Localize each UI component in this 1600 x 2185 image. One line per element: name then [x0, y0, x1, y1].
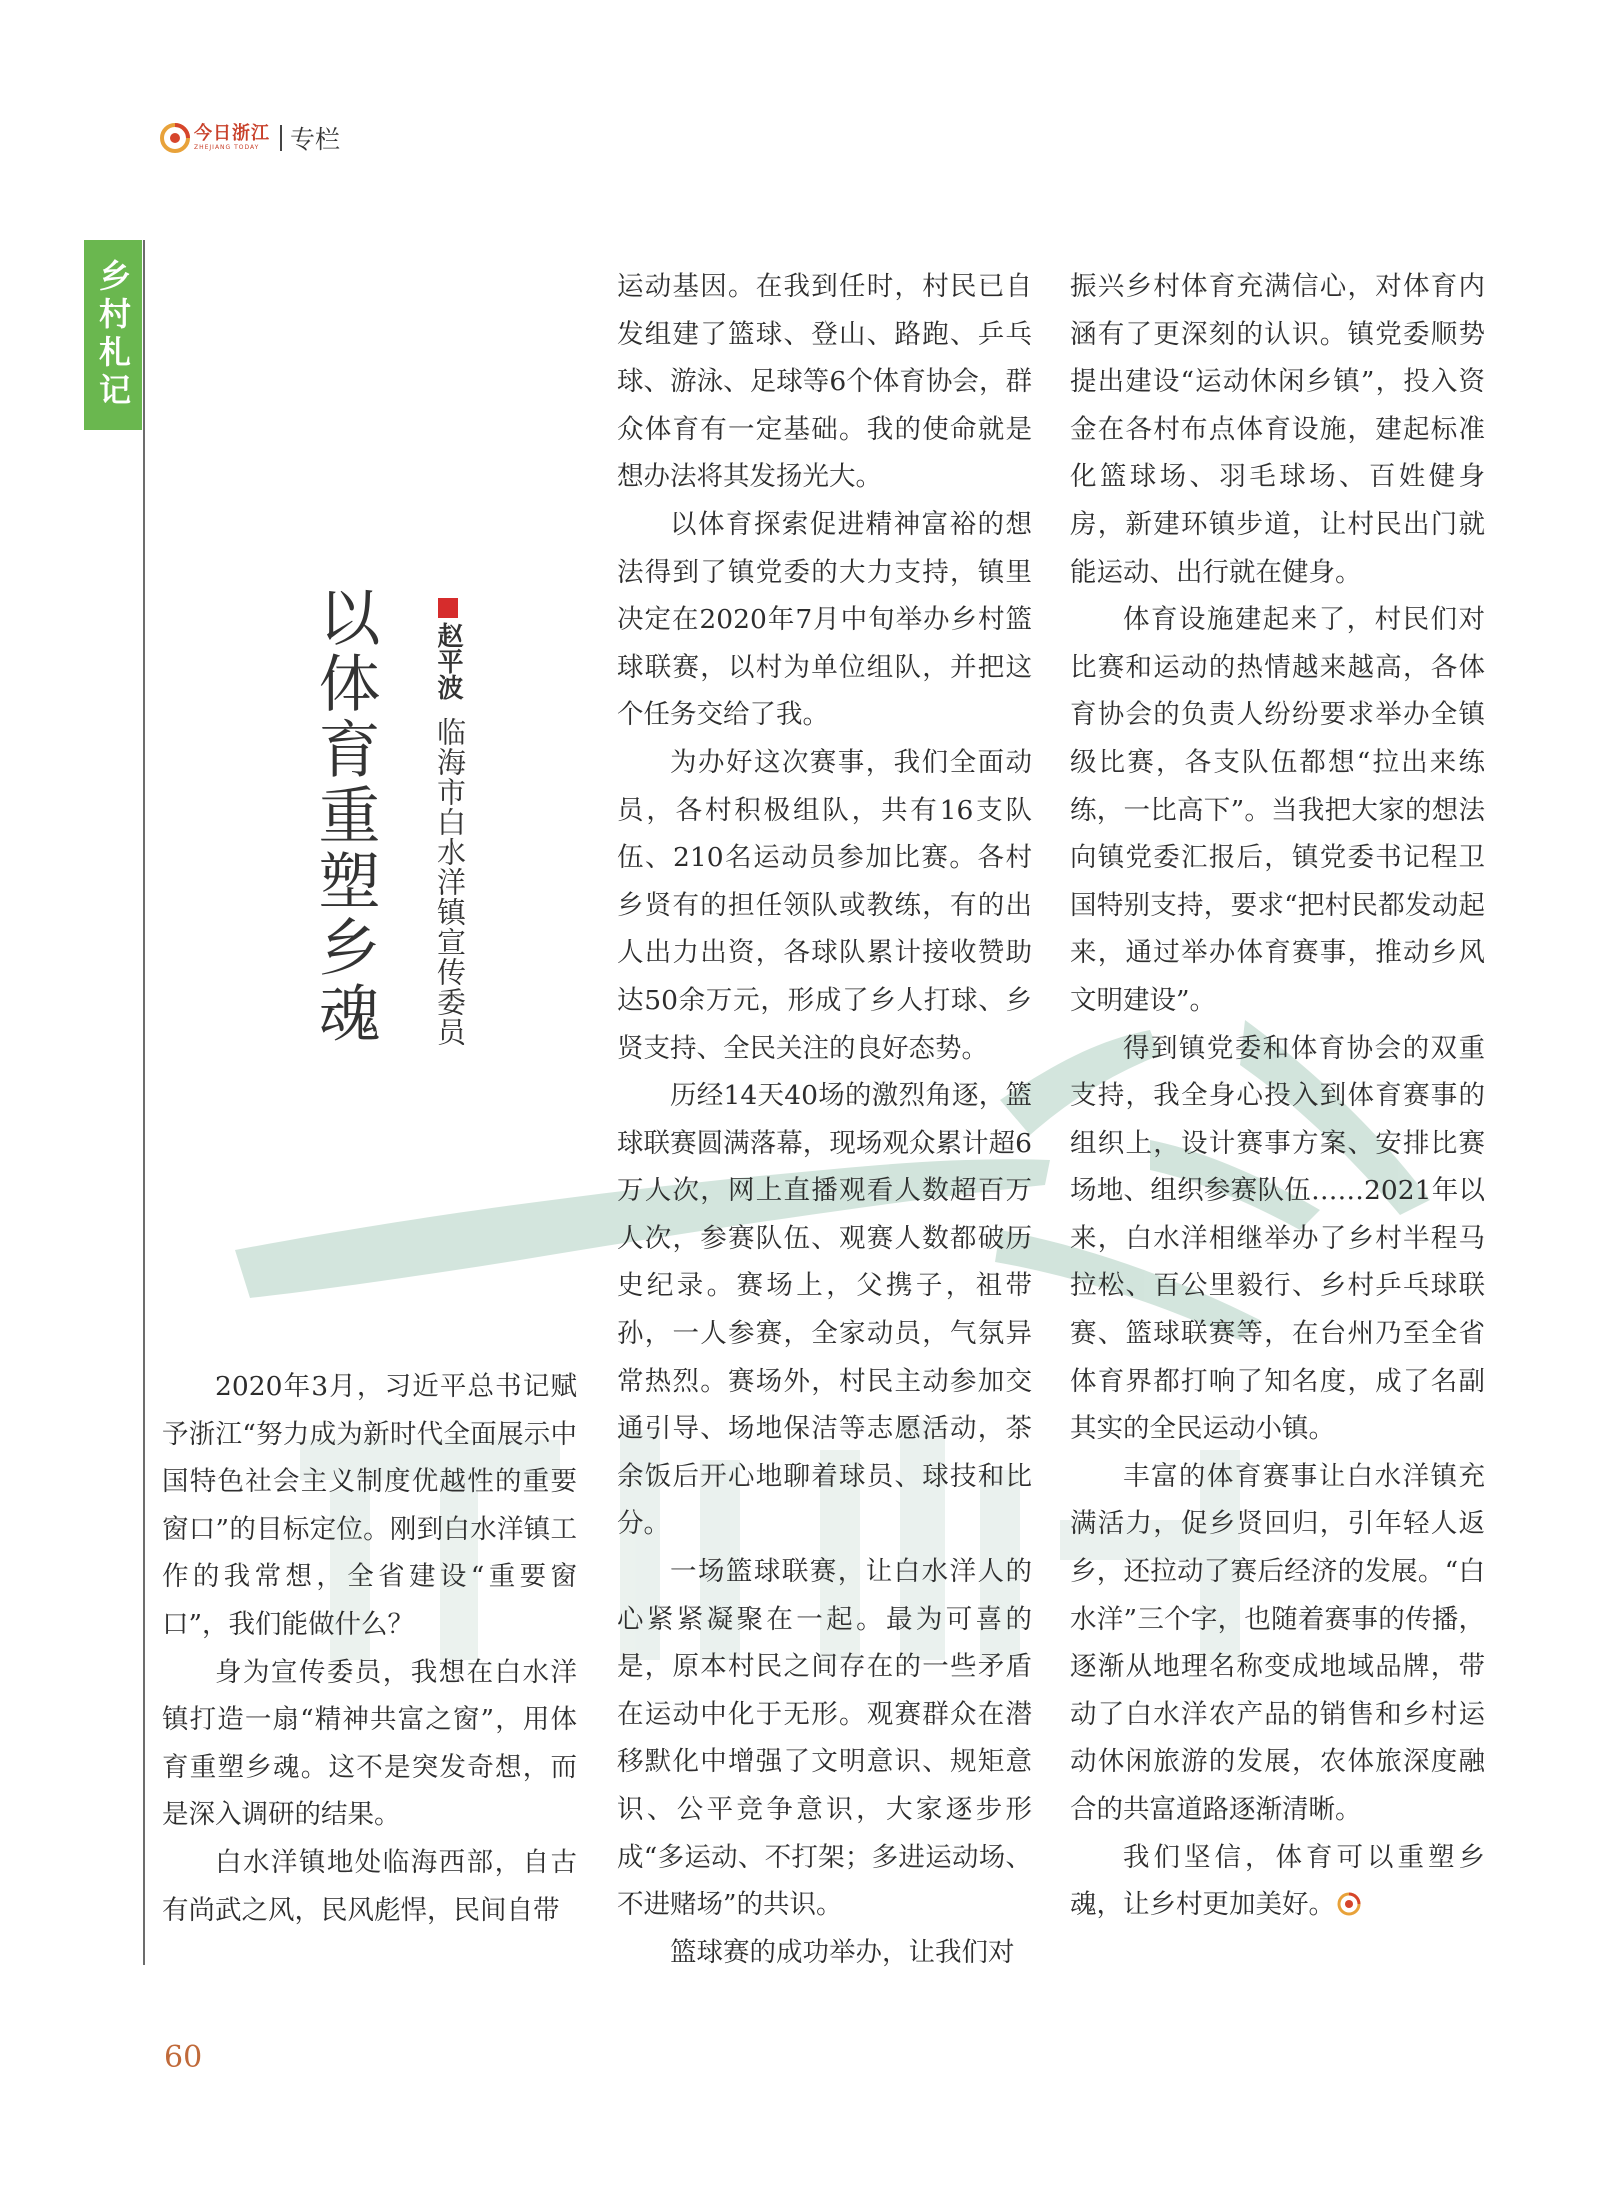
paragraph: 振兴乡村体育充满信心，对体育内涵有了更深刻的认识。镇党委顺势提出建设“运动休闲乡镇”，投入资金在各村布点体育设施，建起标准化篮球场、羽毛球场、百姓健身房，新建环镇步道，让村民出门就能运动、出行就在健身。 [1070, 271, 1485, 588]
paragraph: 一场篮球联赛，让白水洋人的心紧紧凝聚在一起。最为可喜的是，原本村民之间存在的一些矛盾在运动中化于无形。观赛群众在潜移默化中增强了文明意识、规矩意识、公平竞争意识，大家逐步形成“多运动、不打架；多进运动场、不进赌场”的共识。 [617, 1556, 1032, 1921]
paragraph: 历经14天40场的激烈角逐，篮球联赛圆满落幕，现场观众累计超6万人次，网上直播观看人数超百万人次，参赛队伍、观赛人数都破历史纪录。赛场上，父携子，祖带孙，一人参赛，全家动员，气氛异常热烈。赛场外，村民主动参加交通引导、场地保洁等志愿活动，茶余饭后开心地聊着球员、球技和比分。 [617, 1080, 1032, 1540]
paragraph: 为办好这次赛事，我们全面动员，各村积极组队，共有16支队伍、210名运动员参加比赛。各村乡贤有的担任领队或教练，有的出人出力出资，各球队累计接收赞助达50余万元，形成了乡人打球、乡贤支持、全民关注的良好态势。 [617, 746, 1032, 1064]
paragraph: 篮球赛的成功举办，让我们对 [670, 1936, 1015, 1968]
margin-rule [143, 240, 145, 1965]
paragraph: 丰富的体育赛事让白水洋镇充满活力，促乡贤回归，引年轻人返乡，还拉动了赛后经济的发展。“白水洋”三个字，也随着赛事的传播，逐渐从地理名称变成地域品牌，带动了白水洋农产品的销售和乡村运动休闲旅游的发展，农体旅深度融合的共富道路逐渐清晰。 [1070, 1460, 1485, 1825]
article-title: 以体育重塑乡魂 [308, 585, 381, 1047]
logo-swirl-icon [160, 123, 190, 153]
body-column-3 [1070, 263, 1485, 1929]
author-title: 临海市白水洋镇宣传委员 [433, 717, 467, 1047]
column-tag: 乡村札记 [84, 240, 142, 430]
body-column-1 [162, 1363, 577, 1934]
magazine-header [160, 118, 340, 158]
author-name: 赵平波 [433, 622, 463, 700]
final-paragraph [1070, 1834, 1485, 1929]
logo-chinese-text: 今日浙江 [194, 123, 270, 144]
magazine-logo [160, 123, 270, 153]
paragraph: 运动基因。在我到任时，村民已自发组建了篮球、登山、路跑、乒乓球、游泳、足球等6个体育协会，群众体育有一定基础。我的使命就是想办法将其发扬光大。 [617, 271, 1032, 493]
paragraph: 以体育探索促进精神富裕的想法得到了镇党委的大力支持，镇里决定在2020年7月中旬举办乡村篮球联赛，以村为单位组队，并把这个任务交给了我。 [617, 508, 1032, 731]
logo-english-text: ZHEJIANG TODAY [194, 144, 260, 151]
paragraph: 2020年3月，习近平总书记赋予浙江“努力成为新时代全面展示中国特色社会主义制度优越性的重要窗口”的目标定位。刚到白水洋镇工作的我常想，全省建设“重要窗口”，我们能做什么？ [162, 1371, 577, 1640]
paragraph-text: 我们坚信，体育可以重塑乡魂，让乡村更加美好。 [1070, 1841, 1485, 1921]
paragraph: 得到镇党委和体育协会的双重支持，我全身心投入到体育赛事的组织上，设计赛事方案、安排比赛场地、组织参赛队伍……2021年以来，白水洋相继举办了乡村半程马拉松、百公里毅行、乡村乒乓球联赛、篮球联赛等，在台州乃至全省体育界都打响了知名度，成了名副其实的全民运动小镇。 [1070, 1032, 1485, 1445]
paragraph: 身为宣传委员，我想在白水洋镇打造一扇“精神共富之窗”，用体育重塑乡魂。这不是突发奇想，而是深入调研的结果。 [162, 1656, 577, 1831]
page-number: 60 [164, 2040, 203, 2075]
header-divider [280, 125, 282, 151]
paragraph: 白水洋镇地处临海西部，自古有尚武之风，民风彪悍，民间自带 [162, 1846, 577, 1926]
author-marker [438, 598, 458, 618]
section-label: 专栏 [290, 125, 341, 154]
paragraph: 体育设施建起来了，村民们对比赛和运动的热情越来越高，各体育协会的负责人纷纷要求举办全镇级比赛，各支队伍都想“拉出来练练，一比高下”。当我把大家的想法向镇党委汇报后，镇党委书记程卫国特别支持，要求“把村民都发动起来，通过举办体育赛事，推动乡风文明建设”。 [1070, 604, 1485, 1016]
end-mark-icon [1337, 1892, 1361, 1916]
body-column-2 [617, 263, 1032, 1976]
